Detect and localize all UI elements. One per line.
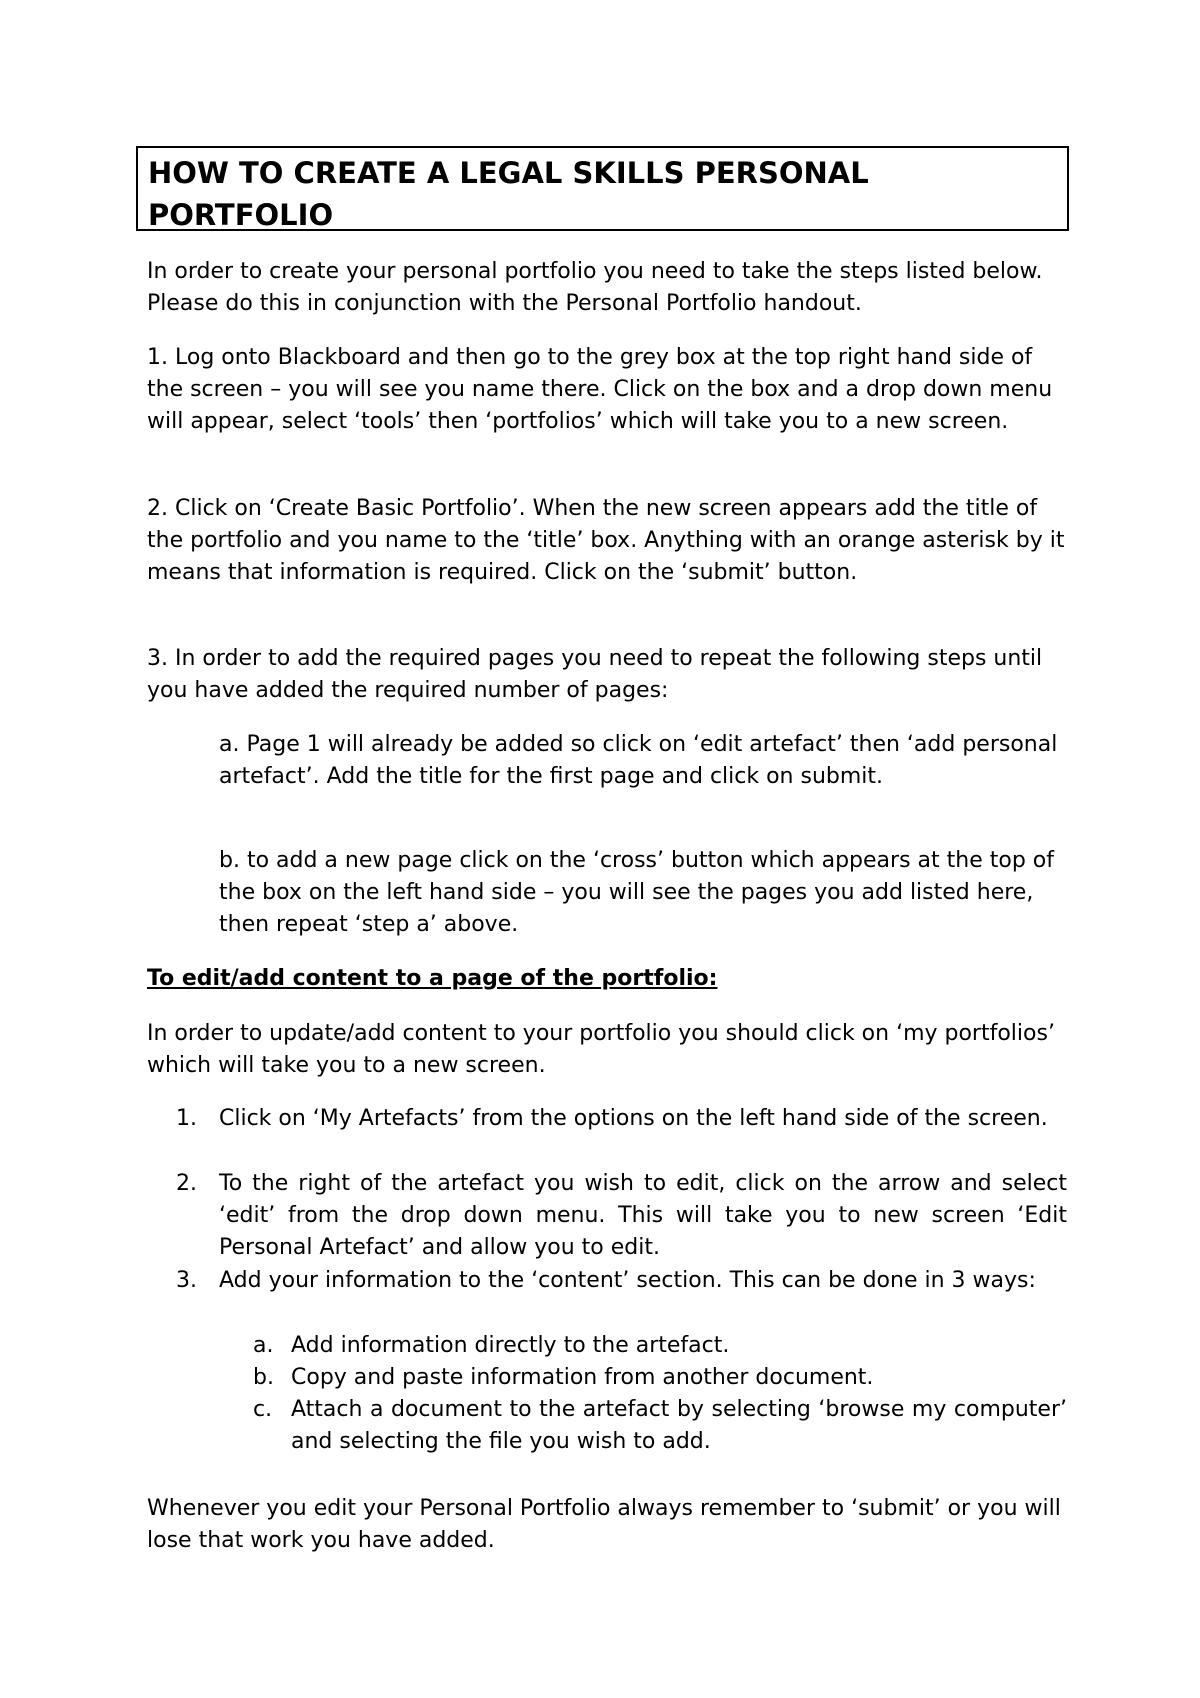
edit-intro-paragraph: In order to update/add content to your portfolio you should click on ‘my portfolios’ which will take you to a new screen. — [147, 1021, 1055, 1078]
step-2: 2. Click on ‘Create Basic Portfolio’. When the new screen appears add the title of the portfolio and you name to the ‘title’ box. Anything with an orange asterisk by it means that information is required. Click on the ‘submit’ button. — [147, 496, 1065, 585]
edit-section-heading: To edit/add content to a page of the portfolio: — [147, 966, 718, 991]
substep-b: b. to add a new page click on the ‘cross’ button which appears at the top of the box on the left hand side – you will see the pages you add listed here, then repeat ‘step a’ above. — [219, 848, 1054, 937]
list-text: Attach a document to the artefact by selecting ‘browse my computer’ and selecting the file you wish to add. — [291, 1397, 1067, 1454]
list-text: Add information directly to the artefact. — [291, 1333, 730, 1358]
list-number: 1. — [176, 1106, 197, 1131]
document-title: HOW TO CREATE A LEGAL SKILLS PERSONAL PORTFOLIO — [136, 146, 1069, 231]
list-number: 3. — [176, 1268, 197, 1293]
list-text: Add your information to the ‘content’ section. This can be done in 3 ways: — [219, 1268, 1036, 1293]
closing-paragraph: Whenever you edit your Personal Portfolio always remember to ‘submit’ or you will lose that work you have added. — [147, 1496, 1061, 1553]
list-letter: c. — [253, 1397, 273, 1422]
intro-paragraph: In order to create your personal portfolio you need to take the steps listed below. Please do this in conjunction with the Personal Portfolio handout. — [147, 259, 1043, 316]
list-text: To the right of the artefact you wish to edit, click on the arrow and select ‘edit’ from the drop down menu. This will take you to new screen ‘Edit Personal Artefact’ and allow you to edit. — [219, 1171, 1067, 1260]
substep-a: a. Page 1 will already be added so click on ‘edit artefact’ then ‘add personal artefact’. Add the title for the first page and click on submit. — [219, 732, 1058, 789]
list-letter: a. — [253, 1333, 274, 1358]
list-letter: b. — [253, 1365, 274, 1390]
list-number: 2. — [176, 1171, 197, 1196]
step-3: 3. In order to add the required pages you need to repeat the following steps until you have added the required number of pages: — [147, 646, 1043, 703]
list-text: Copy and paste information from another document. — [291, 1365, 874, 1390]
step-1: 1. Log onto Blackboard and then go to the grey box at the top right hand side of the screen – you will see you name there. Click on the box and a drop down menu will appear, select ‘tools’ then ‘portfolios’ which will take you to a new screen. — [147, 345, 1053, 434]
list-text: Click on ‘My Artefacts’ from the options on the left hand side of the screen. — [219, 1106, 1048, 1131]
